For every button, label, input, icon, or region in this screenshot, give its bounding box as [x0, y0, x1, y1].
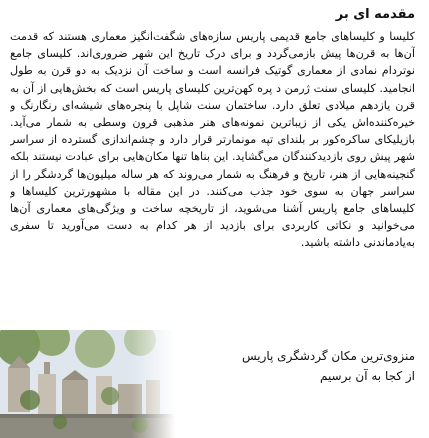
photo-caption	[180, 346, 415, 386]
caption-line-2: از کجا به آن برسیم	[319, 369, 415, 383]
caption-line-1: منزوی‌ترین مکان گردشگری پاریس	[241, 349, 415, 363]
article-body: کلیسا و کلیساهای جامع قدیمی پاریس سازه‌های شگفت‌انگیز معماری هستند که قدمت آن‌ها به قرن‌ها پیش بازمی‌گردد و برای درک تاریخ این شهر ضروری‌اند. کلیسای جامع نوتردام نمادی از معماری گوتیک فرانسه است و ساخت آن نزدیک به دو قرن به طول انجامید. کلیسای سنت ژرمن د پره کهن‌ترین کلیسای پاریس است که بخش‌هایی از آن به قرن یازدهم میلادی تعلق دارد. ساختمان سنت شاپل با پنجره‌های شیشه‌ای رنگارنگ و خیره‌کننده‌اش یکی از زیباترین نمونه‌های هنر مذهبی قرون وسطی به شمار می‌آید. بازیلیکای ساکره‌کور بر بلندای تپه مونمارتر قرار دارد و چشم‌اندازی گسترده از سراسر شهر پیش روی بازدیدکنندگان می‌گشاید. این بناها تنها مکان‌هایی برای عبادت نیستند بلکه گنجینه‌هایی از هنر، تاریخ و فرهنگ به شمار می‌روند که هر ساله میلیون‌ها گردشگر را از سراسر جهان به سوی خود جذب می‌کنند. در این مقاله با مشهورترین کلیساها و کلیساهای جامع پاریس آشنا می‌شوید، از تاریخچه ساخت و ویژگی‌های معماری آن‌ها می‌خوانید و نکاتی کاربردی برای بازدید از هر کدام به دست می‌آورید تا سفری به‌یادماندنی داشته باشید.	[10, 30, 415, 250]
cemetery-photo	[0, 330, 175, 438]
article-title: مقدمه ای بر	[335, 7, 415, 22]
cemetery-photo-image	[0, 330, 175, 438]
footer-section	[0, 330, 429, 438]
